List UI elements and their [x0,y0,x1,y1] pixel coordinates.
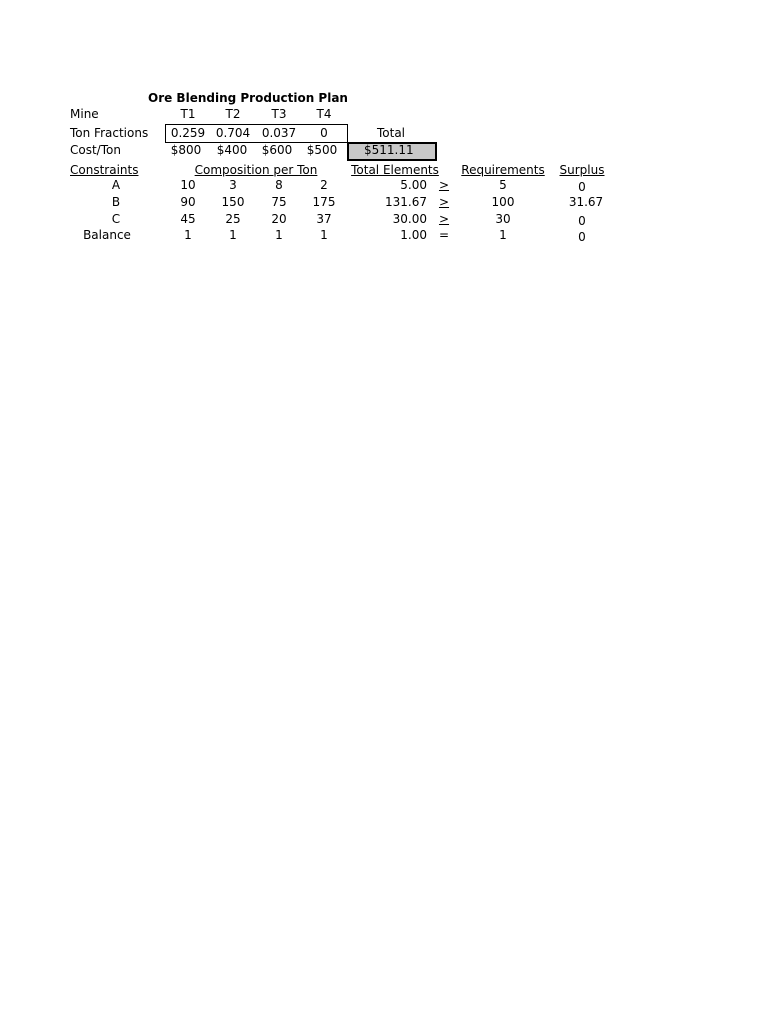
row-c-t2[interactable]: 25 [225,212,241,226]
total-cost-value: $511.11 [364,143,414,157]
row-a-t4[interactable]: 2 [320,178,328,192]
row-a-t1[interactable]: 10 [180,178,196,192]
total-label: Total [376,126,406,140]
row-c-t3[interactable]: 20 [271,212,287,226]
row-b-label: B [111,195,121,209]
mine-t3-header: T3 [271,107,287,121]
row-b-total[interactable]: 131.67 [385,195,427,209]
row-c-t1[interactable]: 45 [180,212,196,226]
row-b-requirement[interactable]: 100 [491,195,515,209]
constraints-header: Constraints [70,163,139,177]
balance-t2[interactable]: 1 [229,228,237,242]
cost-t3-cell[interactable]: $600 [261,143,293,157]
ton-fractions-label: Ton Fractions [70,126,149,140]
cost-t1-cell[interactable]: $800 [170,143,202,157]
composition-header: Composition per Ton [194,163,318,177]
surplus-header: Surplus [559,163,605,177]
row-b-operator: > [438,195,450,209]
fraction-t3-cell[interactable]: 0.037 [261,126,297,140]
row-c-t4[interactable]: 37 [316,212,332,226]
balance-operator: = [438,228,450,242]
balance-total[interactable]: 1.00 [400,228,427,242]
fraction-t2-cell[interactable]: 0.704 [215,126,251,140]
cost-t4-cell[interactable]: $500 [306,143,338,157]
total-elements-header: Total Elements [351,163,439,177]
fraction-t4-cell[interactable]: 0 [320,126,328,140]
fraction-t1-cell[interactable]: 0.259 [170,126,206,140]
mine-t4-header: T4 [316,107,332,121]
row-b-t4[interactable]: 175 [312,195,336,209]
balance-t3[interactable]: 1 [275,228,283,242]
mine-label: Mine [70,107,99,121]
row-a-label: A [111,178,121,192]
row-c-surplus[interactable]: 0 [578,214,586,228]
row-a-t2[interactable]: 3 [229,178,237,192]
row-c-requirement[interactable]: 30 [495,212,511,226]
row-c-operator: > [438,212,450,226]
requirements-header: Requirements [461,163,545,177]
balance-label: Balance [83,228,131,242]
row-c-label: C [111,212,121,226]
mine-t2-header: T2 [225,107,241,121]
row-c-total[interactable]: 30.00 [392,212,427,226]
row-a-requirement[interactable]: 5 [499,178,507,192]
mine-t1-header: T1 [180,107,196,121]
sheet-title: Ore Blending Production Plan [148,91,348,105]
balance-requirement[interactable]: 1 [499,228,507,242]
cost-t2-cell[interactable]: $400 [216,143,248,157]
row-b-t3[interactable]: 75 [271,195,287,209]
row-a-operator: > [438,178,450,192]
balance-surplus[interactable]: 0 [578,230,586,244]
balance-t1[interactable]: 1 [184,228,192,242]
row-a-surplus[interactable]: 0 [578,180,586,194]
balance-t4[interactable]: 1 [320,228,328,242]
cost-per-ton-label: Cost/Ton [70,143,121,157]
row-a-t3[interactable]: 8 [275,178,283,192]
row-b-surplus[interactable]: 31.67 [568,195,604,209]
row-b-t1[interactable]: 90 [180,195,196,209]
row-b-t2[interactable]: 150 [221,195,245,209]
row-a-total[interactable]: 5.00 [400,178,427,192]
